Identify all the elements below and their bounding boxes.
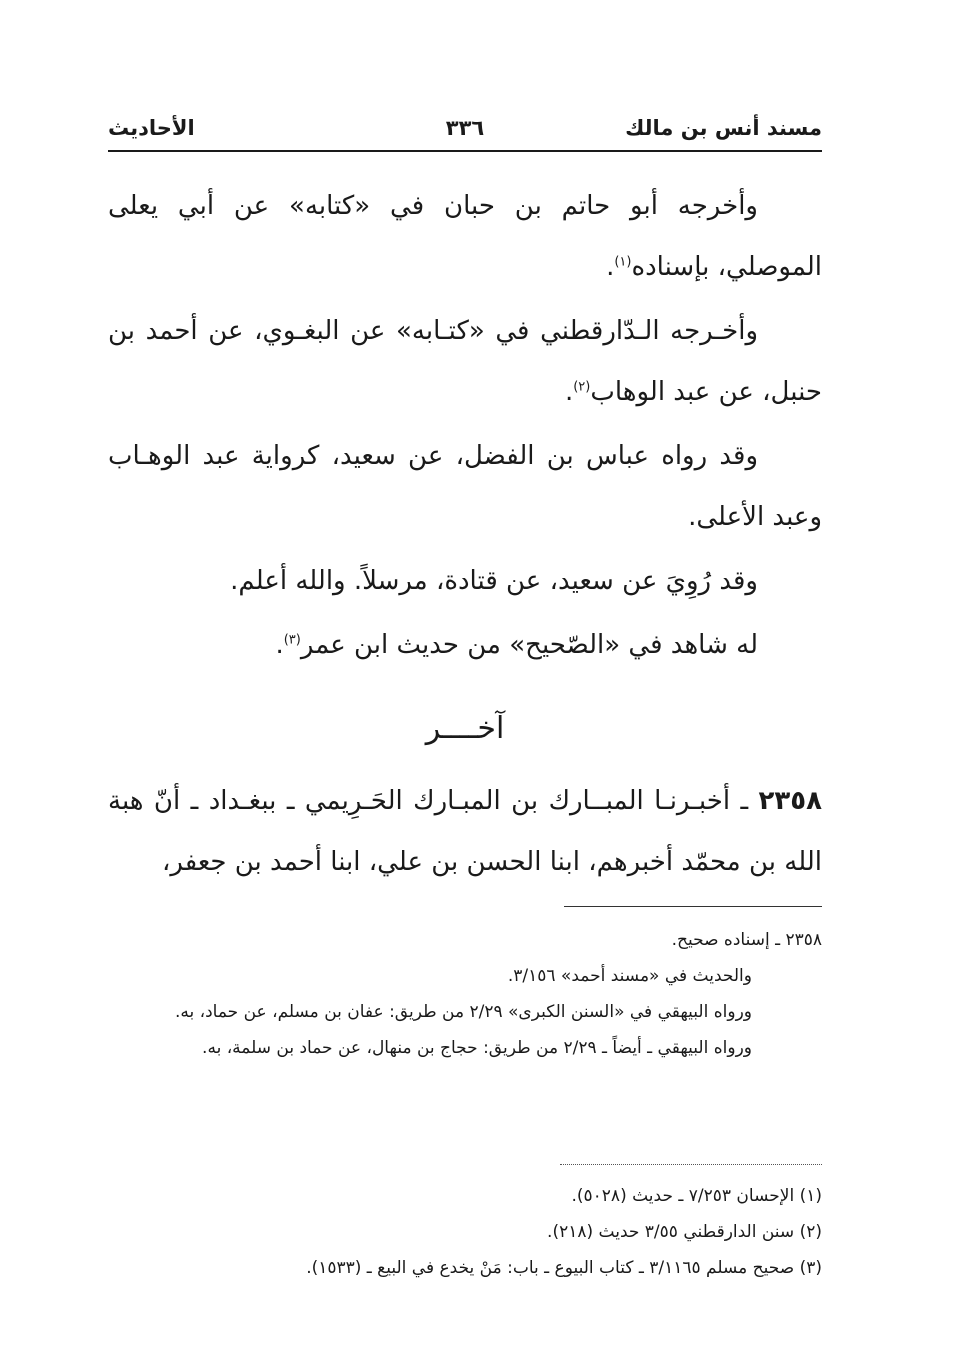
- book-title: مسند أنس بن مالك: [625, 116, 822, 140]
- note-line: ورواه البيهقي في «السنن الكبرى» ٢/٢٩ من طريق: عفان بن مسلم، عن حماد، به.: [174, 1002, 752, 1022]
- footnote-ref: (١): [614, 254, 632, 270]
- section-heading: آخــــر: [425, 711, 505, 746]
- hadith-notes-divider: [564, 906, 822, 907]
- paragraph: له شاهد في «الصّحيح» من حديث ابن عمر$^{(٣)}$.: [275, 630, 758, 660]
- paragraph: وقد رُوِيَ عن سعيد، عن قتادة، مرسلاً. والله أعلم.: [230, 566, 758, 596]
- hadith-number: ٢٣٥٨: [758, 786, 823, 816]
- note-line: ٢٣٥٨ ـ إسناده صحيح.: [671, 930, 822, 950]
- footnote: (٣) صحيح مسلم ٣/١١٦٥ ـ كتاب البيوع ـ باب: مَنْ يخدع في البيع ـ (١٥٣٣).: [306, 1258, 822, 1278]
- paragraph: وأخرجه أبو حاتم بن حبان في «كتابه» عن أبي يعلى الموصلي، بإسناده$^{(١)}$.: [108, 191, 822, 282]
- footnotes: [108, 1178, 822, 1286]
- paragraph: وأخـرجه الـدّارقطني في «كتـابه» عن البغـوي، عن أحمد بن حنبل، عن عبد الوهاب$^{(٢)}$.: [108, 316, 822, 407]
- hadith-notes: [108, 922, 822, 1066]
- footnote: (٢) سنن الدارقطني ٣/٥٥ حديث (٢١٨).: [547, 1222, 822, 1242]
- footnote-ref: (٢): [573, 379, 591, 395]
- note-line: ورواه البيهقي ـ أيضاً ـ ٢/٢٩ من طريق: حجاج بن منهال، عن حماد بن سلمة، به.: [202, 1038, 752, 1058]
- note-line: والحديث في «مسند أحمد» ٣/١٥٦.: [507, 966, 752, 986]
- footnotes-divider: [560, 1164, 822, 1165]
- footnote: (١) الإحسان ٧/٢٥٣ ـ حديث (٥٠٢٨).: [571, 1186, 822, 1206]
- paragraph: وقد رواه عباس بن الفضل، عن سعيد، كرواية عبد الوهـاب وعبد الأعلى.: [108, 441, 822, 532]
- main-text: [108, 176, 822, 896]
- section-name: الأحاديث: [108, 116, 195, 140]
- footnote-ref: (٣): [283, 632, 301, 648]
- running-header: [108, 112, 822, 152]
- hadith-paragraph: [108, 771, 822, 893]
- header-divider: [108, 150, 822, 152]
- hadith-text: ـ أخبـرنـا المبــارك بن المبـارك الحَـرِيمي ـ ببغـداد ـ أنّ هبة الله بن محمّد أخبرهم، ابنا الحسن بن علي، ابنا أحمد بن جعفر،: [108, 786, 822, 877]
- page-number: ٣٣٦: [445, 116, 485, 140]
